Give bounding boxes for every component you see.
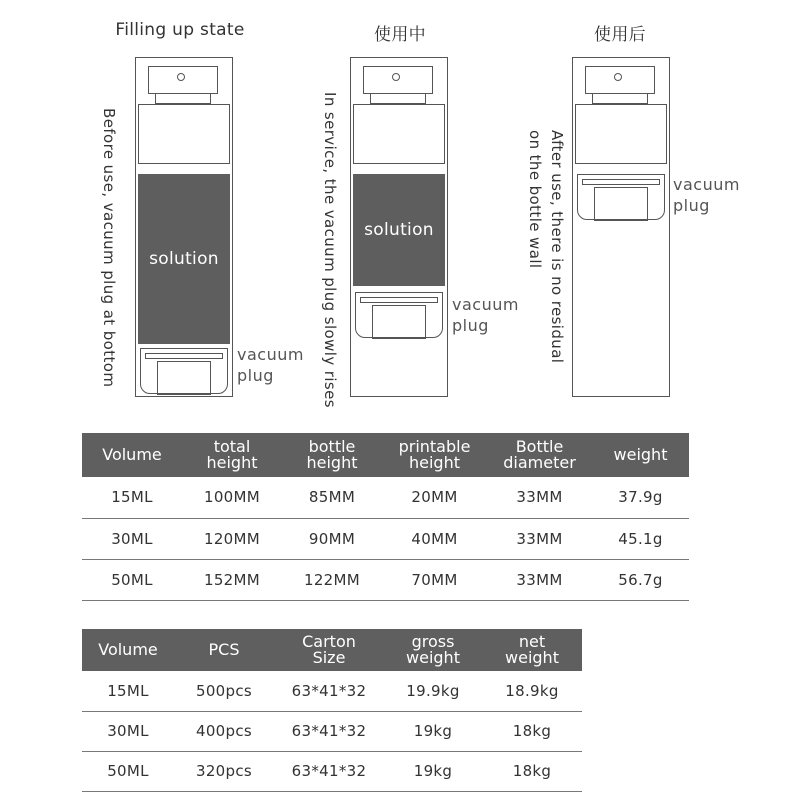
cap-hole: [177, 73, 185, 81]
vacuum-plug: [355, 292, 443, 338]
cell-total-height: 152MM: [182, 559, 282, 600]
header-volume: Volume: [82, 433, 182, 477]
table-row: [82, 751, 582, 791]
state-3-heading: 使用后: [594, 25, 646, 45]
cell-pcs: 500pcs: [174, 671, 274, 711]
table-row: [82, 711, 582, 751]
cell-pcs: 320pcs: [174, 751, 274, 791]
table-row: [82, 559, 689, 600]
header-volume: Volume: [82, 629, 174, 671]
state-1-side-label: Before use, vacuum plug at bottom: [100, 108, 118, 388]
vacuum-plug: [140, 348, 228, 394]
cell-bottle-height: 85MM: [282, 477, 382, 518]
plug-rim: [360, 297, 438, 303]
cell-bottle-diameter: 33MM: [487, 477, 592, 518]
bottle-in-service: [350, 57, 448, 397]
bottle-cap: [148, 66, 218, 94]
plug-rim: [582, 179, 660, 185]
cell-volume: 15ML: [82, 477, 182, 518]
cell-net-weight: 18.9kg: [482, 671, 582, 711]
cell-bottle-height: 122MM: [282, 559, 382, 600]
bottle-shoulder: [353, 104, 445, 164]
table-row: [82, 671, 582, 711]
header-printable-height: printable height: [382, 433, 487, 477]
header-pcs: PCS: [174, 629, 274, 671]
bottle-shoulder: [575, 104, 667, 164]
solution-fill: solution: [138, 174, 230, 344]
cell-volume: 30ML: [82, 518, 182, 559]
cell-bottle-diameter: 33MM: [487, 559, 592, 600]
cell-volume: 15ML: [82, 671, 174, 711]
cell-volume: 50ML: [82, 559, 182, 600]
header-gross-weight: gross weight: [384, 629, 482, 671]
cell-gross-weight: 19.9kg: [384, 671, 482, 711]
header-bottle-height: bottle height: [282, 433, 382, 477]
bottle-filling-state: [135, 57, 233, 397]
state-3-side-label: [526, 130, 566, 363]
state-2-heading: 使用中: [374, 25, 426, 45]
cell-total-height: 120MM: [182, 518, 282, 559]
bottle-cap: [363, 66, 433, 94]
packing-table: [82, 629, 582, 792]
bottle-shoulder: [138, 104, 230, 164]
bottle-after-use: [572, 57, 670, 397]
plug-rim: [145, 353, 223, 359]
state-2-plug-label: vacuum plug: [452, 295, 519, 335]
cell-weight: 45.1g: [592, 518, 689, 559]
plug-core: [157, 361, 211, 395]
cell-carton-size: 63*41*32: [274, 751, 384, 791]
bottle-neck: [592, 94, 648, 104]
cell-gross-weight: 19kg: [384, 751, 482, 791]
spec-table: [82, 433, 689, 601]
cell-bottle-diameter: 33MM: [487, 518, 592, 559]
cell-pcs: 400pcs: [174, 711, 274, 751]
state-2-side-label: In service, the vacuum plug slowly rises: [321, 92, 339, 408]
cell-bottle-height: 90MM: [282, 518, 382, 559]
state-1-plug-label: vacuum plug: [237, 345, 304, 385]
cell-printable-height: 70MM: [382, 559, 487, 600]
state-1-heading: Filling up state: [115, 20, 245, 40]
cell-carton-size: 63*41*32: [274, 711, 384, 751]
header-net-weight: net weight: [482, 629, 582, 671]
cell-printable-height: 20MM: [382, 477, 487, 518]
spec-table-header-row: [82, 433, 689, 477]
header-total-height: total height: [182, 433, 282, 477]
bottle-neck: [155, 94, 211, 104]
plug-core: [372, 305, 426, 339]
plug-core: [594, 187, 648, 221]
cell-carton-size: 63*41*32: [274, 671, 384, 711]
table-row: [82, 477, 689, 518]
cell-total-height: 100MM: [182, 477, 282, 518]
packing-table-header-row: [82, 629, 582, 671]
header-bottle-diameter: Bottle diameter: [487, 433, 592, 477]
cell-net-weight: 18kg: [482, 751, 582, 791]
table-row: [82, 518, 689, 559]
state-3-plug-label: vacuum plug: [673, 175, 740, 215]
cell-printable-height: 40MM: [382, 518, 487, 559]
cell-weight: 56.7g: [592, 559, 689, 600]
cap-hole: [392, 73, 400, 81]
cell-volume: 30ML: [82, 711, 174, 751]
header-weight: weight: [592, 433, 689, 477]
cell-weight: 37.9g: [592, 477, 689, 518]
bottle-neck: [370, 94, 426, 104]
cell-gross-weight: 19kg: [384, 711, 482, 751]
cell-volume: 50ML: [82, 751, 174, 791]
bottle-cap: [585, 66, 655, 94]
vacuum-plug: [577, 174, 665, 220]
side-label-line-2: on the bottle wall: [526, 130, 544, 269]
cell-net-weight: 18kg: [482, 711, 582, 751]
cap-hole: [614, 73, 622, 81]
header-carton-size: Carton Size: [274, 629, 384, 671]
side-label-line-1: After use, there is no residual: [548, 130, 566, 364]
solution-fill: solution: [353, 174, 445, 286]
